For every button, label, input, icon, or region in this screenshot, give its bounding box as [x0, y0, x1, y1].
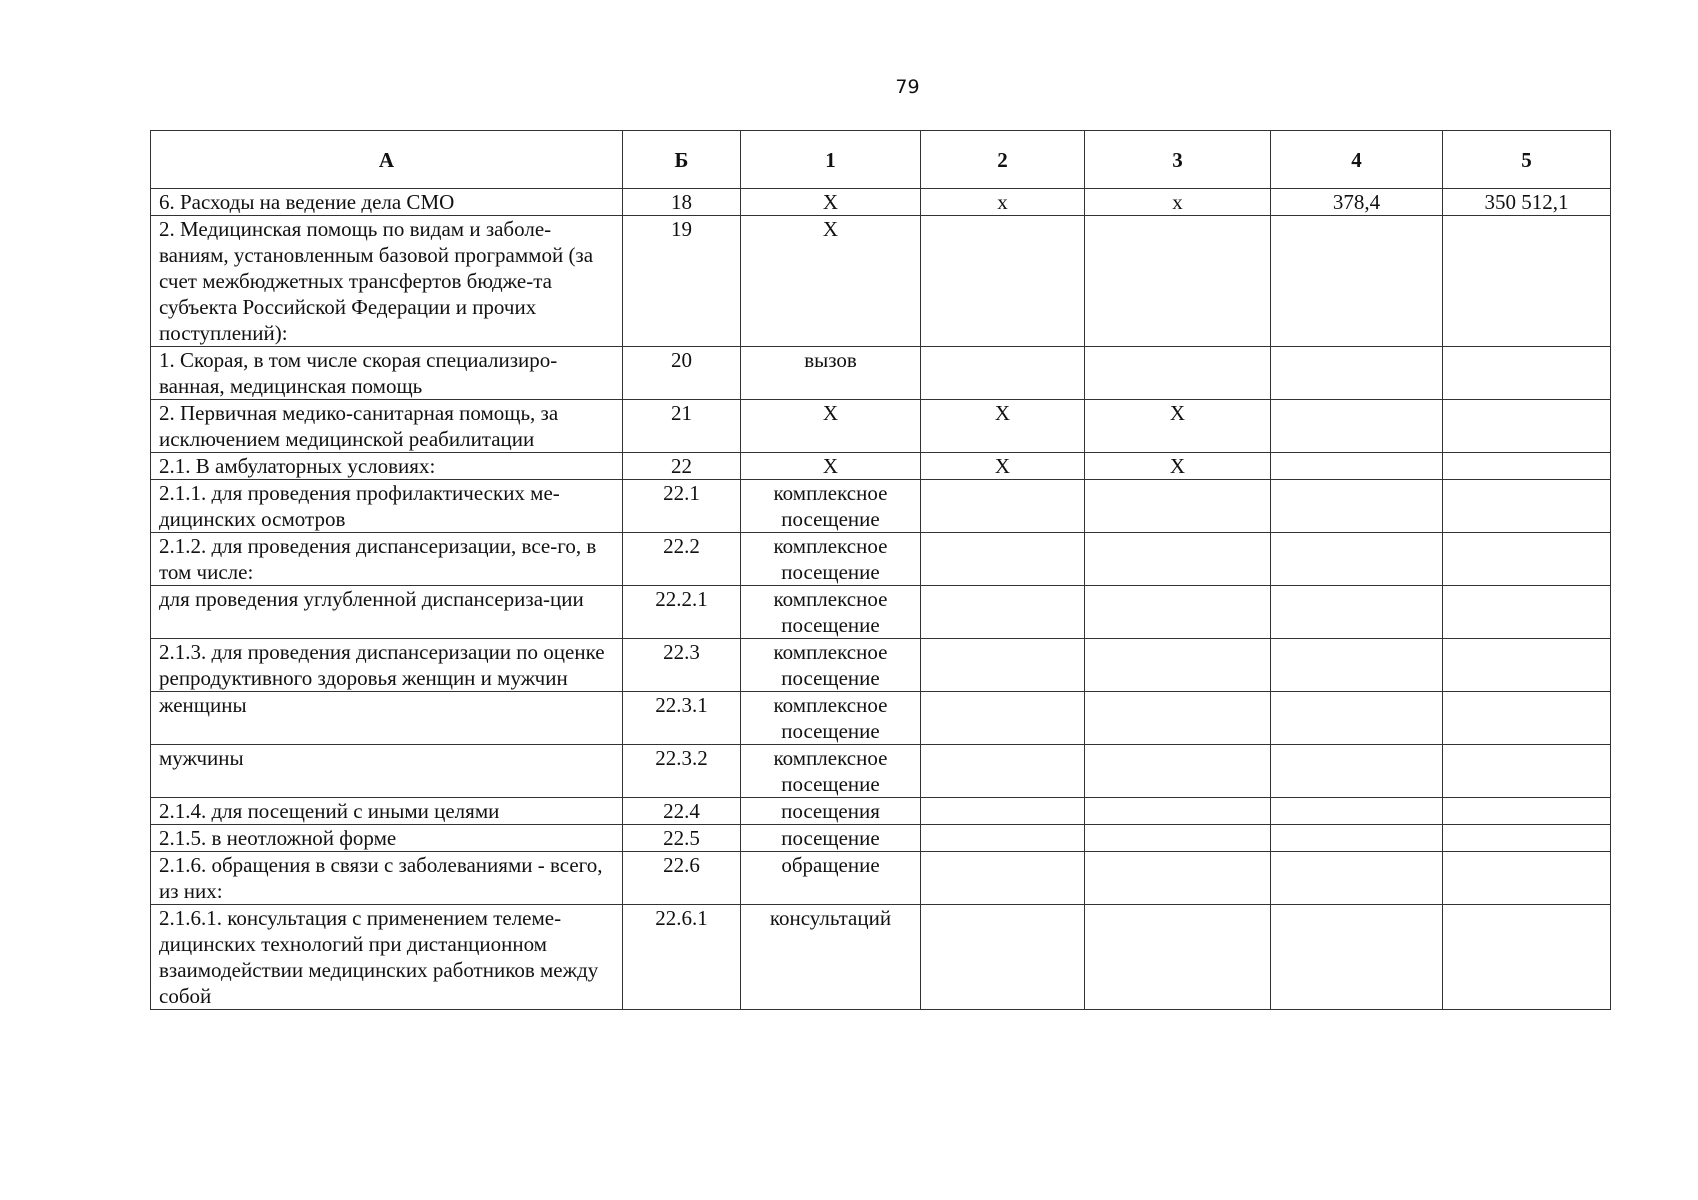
row-col4-cell [1271, 480, 1443, 533]
row-col5-cell [1443, 905, 1611, 1010]
row-code-cell: 20 [623, 347, 741, 400]
table-row [151, 905, 1611, 1010]
row-col5-cell [1443, 692, 1611, 745]
row-col4-cell [1271, 216, 1443, 347]
row-name-cell: 2.1.6.1. консультация с применением телеме-дицинских технологий при дистанционном взаимодействии медицинских работников между собой [151, 905, 623, 1010]
row-unit-cell: посещение [741, 825, 921, 852]
row-col3-cell [1085, 692, 1271, 745]
row-col4-cell [1271, 852, 1443, 905]
data-table [150, 130, 1611, 1010]
row-col5-cell [1443, 400, 1611, 453]
row-unit-cell: комплексное посещение [741, 639, 921, 692]
row-col2-cell [921, 905, 1085, 1010]
row-col5-cell [1443, 798, 1611, 825]
row-unit-cell: комплексное посещение [741, 586, 921, 639]
row-name-cell: 1. Скорая, в том числе скорая специализиро-ванная, медицинская помощь [151, 347, 623, 400]
row-name-cell: женщины [151, 692, 623, 745]
row-name-cell: мужчины [151, 745, 623, 798]
row-col5-cell [1443, 533, 1611, 586]
row-unit-cell: Х [741, 453, 921, 480]
row-col2-cell [921, 639, 1085, 692]
table-row [151, 189, 1611, 216]
row-code-cell: 22.5 [623, 825, 741, 852]
row-col2-cell [921, 692, 1085, 745]
row-col2-cell [921, 347, 1085, 400]
row-col4-cell [1271, 798, 1443, 825]
row-col5-cell [1443, 745, 1611, 798]
row-name-cell: 2.1.2. для проведения диспансеризации, все-го, в том числе: [151, 533, 623, 586]
table-row [151, 453, 1611, 480]
row-name-cell: 2.1.4. для посещений с иными целями [151, 798, 623, 825]
row-col5-cell [1443, 586, 1611, 639]
row-col2-cell [921, 216, 1085, 347]
table-row [151, 852, 1611, 905]
row-name-cell: 2.1.5. в неотложной форме [151, 825, 623, 852]
row-col4-cell [1271, 639, 1443, 692]
table-row [151, 586, 1611, 639]
row-code-cell: 18 [623, 189, 741, 216]
row-unit-cell: комплексное посещение [741, 745, 921, 798]
header-row [151, 131, 1611, 189]
table-row [151, 480, 1611, 533]
row-code-cell: 22.6.1 [623, 905, 741, 1010]
row-code-cell: 22.2 [623, 533, 741, 586]
row-col2-cell [921, 533, 1085, 586]
table-row [151, 533, 1611, 586]
row-unit-cell: Х [741, 400, 921, 453]
row-col3-cell [1085, 905, 1271, 1010]
row-col2-cell [921, 825, 1085, 852]
row-col2-cell [921, 586, 1085, 639]
row-name-cell: 2. Медицинская помощь по видам и заболе-ваниям, установленным базовой программой (за счет межбюджетных трансфертов бюдже-та субъекта Российской Федерации и прочих поступлений): [151, 216, 623, 347]
row-col2-cell [921, 745, 1085, 798]
row-col5-cell [1443, 347, 1611, 400]
row-col4-cell [1271, 347, 1443, 400]
row-unit-cell: комплексное посещение [741, 480, 921, 533]
table-row [151, 639, 1611, 692]
row-col4-cell [1271, 586, 1443, 639]
column-header-4: 4 [1271, 131, 1443, 189]
row-unit-cell: Х [741, 216, 921, 347]
row-code-cell: 22 [623, 453, 741, 480]
row-name-cell: 2. Первичная медико-санитарная помощь, за исключением медицинской реабилитации [151, 400, 623, 453]
row-code-cell: 21 [623, 400, 741, 453]
row-col3-cell [1085, 852, 1271, 905]
row-col2-cell: х [921, 189, 1085, 216]
row-unit-cell: обращение [741, 852, 921, 905]
row-col2-cell [921, 798, 1085, 825]
table-row [151, 692, 1611, 745]
row-name-cell: 2.1.3. для проведения диспансеризации по оценке репродуктивного здоровья женщин и мужчин [151, 639, 623, 692]
row-col5-cell [1443, 480, 1611, 533]
row-code-cell: 22.2.1 [623, 586, 741, 639]
row-col5-cell [1443, 453, 1611, 480]
row-code-cell: 22.4 [623, 798, 741, 825]
row-col5-cell [1443, 852, 1611, 905]
column-header-2: 2 [921, 131, 1085, 189]
row-unit-cell: вызов [741, 347, 921, 400]
row-unit-cell: Х [741, 189, 921, 216]
row-col2-cell: Х [921, 400, 1085, 453]
row-col2-cell [921, 852, 1085, 905]
table-row [151, 798, 1611, 825]
row-name-cell: для проведения углубленной диспансериза-ции [151, 586, 623, 639]
table-row [151, 347, 1611, 400]
row-unit-cell: комплексное посещение [741, 533, 921, 586]
row-col3-cell [1085, 586, 1271, 639]
row-name-cell: 2.1. В амбулаторных условиях: [151, 453, 623, 480]
column-header-5: 5 [1443, 131, 1611, 189]
row-code-cell: 22.1 [623, 480, 741, 533]
page-number: 79 [895, 76, 920, 98]
table-row [151, 825, 1611, 852]
table-row [151, 745, 1611, 798]
row-col4-cell [1271, 692, 1443, 745]
table-body [151, 189, 1611, 1010]
row-col3-cell: Х [1085, 453, 1271, 480]
row-col4-cell [1271, 533, 1443, 586]
column-header-a: А [151, 131, 623, 189]
row-col4-cell [1271, 825, 1443, 852]
row-unit-cell: посещения [741, 798, 921, 825]
row-name-cell: 6. Расходы на ведение дела СМО [151, 189, 623, 216]
row-col4-cell [1271, 400, 1443, 453]
row-unit-cell: консультаций [741, 905, 921, 1010]
row-col3-cell [1085, 347, 1271, 400]
row-col4-cell: 378,4 [1271, 189, 1443, 216]
row-col2-cell: Х [921, 453, 1085, 480]
column-header-1: 1 [741, 131, 921, 189]
row-col3-cell [1085, 745, 1271, 798]
row-col3-cell [1085, 533, 1271, 586]
table-row [151, 216, 1611, 347]
row-code-cell: 22.3 [623, 639, 741, 692]
row-code-cell: 22.3.1 [623, 692, 741, 745]
row-col3-cell [1085, 480, 1271, 533]
table-row [151, 400, 1611, 453]
row-name-cell: 2.1.6. обращения в связи с заболеваниями - всего, из них: [151, 852, 623, 905]
row-col5-cell [1443, 639, 1611, 692]
row-code-cell: 22.6 [623, 852, 741, 905]
row-col3-cell [1085, 216, 1271, 347]
row-col4-cell [1271, 453, 1443, 480]
row-col3-cell: х [1085, 189, 1271, 216]
row-name-cell: 2.1.1. для проведения профилактических ме-дицинских осмотров [151, 480, 623, 533]
row-col4-cell [1271, 745, 1443, 798]
row-col3-cell: Х [1085, 400, 1271, 453]
row-unit-cell: комплексное посещение [741, 692, 921, 745]
column-header-b: Б [623, 131, 741, 189]
row-code-cell: 22.3.2 [623, 745, 741, 798]
row-col5-cell [1443, 825, 1611, 852]
row-code-cell: 19 [623, 216, 741, 347]
row-col5-cell: 350 512,1 [1443, 189, 1611, 216]
row-col3-cell [1085, 798, 1271, 825]
row-col4-cell [1271, 905, 1443, 1010]
row-col3-cell [1085, 639, 1271, 692]
row-col2-cell [921, 480, 1085, 533]
row-col5-cell [1443, 216, 1611, 347]
table-header [151, 131, 1611, 189]
column-header-3: 3 [1085, 131, 1271, 189]
row-col3-cell [1085, 825, 1271, 852]
